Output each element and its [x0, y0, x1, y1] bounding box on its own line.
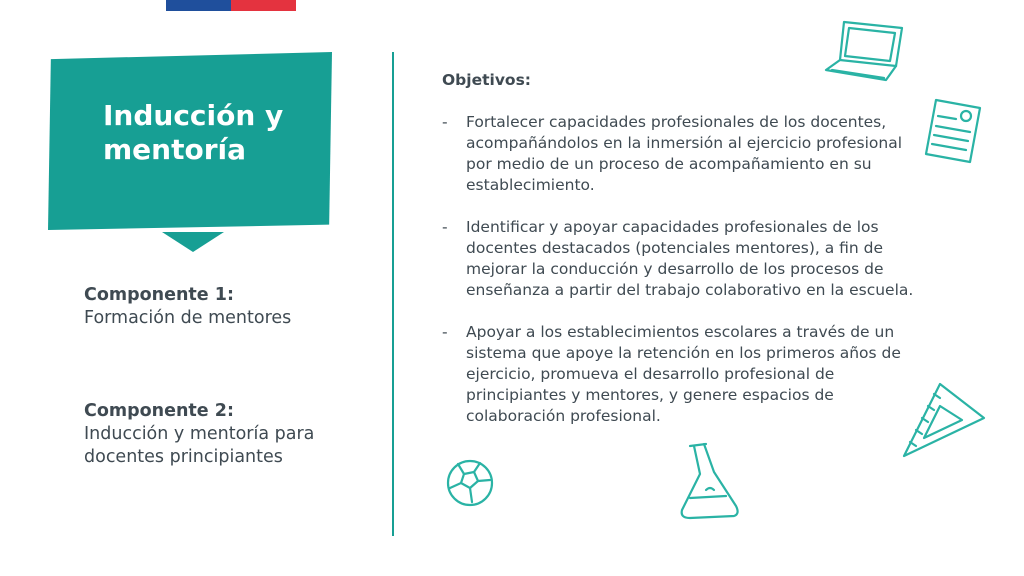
- bullet-dash: -: [442, 323, 448, 341]
- objective-item: [442, 217, 932, 301]
- flag-red-band: [231, 0, 296, 11]
- objective-item: [442, 112, 932, 196]
- flag-stripe: [166, 0, 296, 11]
- flask-icon: [676, 440, 746, 526]
- objective-text: Identificar y apoyar capacidades profesionales de los docentes destacados (potenciales mentores), a fin de mejorar la conducción y desarrollo de los procesos de enseñanza a partir del trabajo colaborativo en la escuela.: [466, 218, 914, 299]
- component-1-title: Componente 1:: [84, 285, 234, 305]
- component-1-description: Formación de mentores: [84, 308, 292, 328]
- objectives-heading: Objetivos:: [442, 71, 531, 89]
- flag-blue-band: [166, 0, 231, 11]
- objective-item: [442, 322, 932, 427]
- bullet-dash: -: [442, 113, 448, 131]
- component-2-description: Inducción y mentoría para docentes principiantes: [84, 424, 315, 467]
- component-2: [84, 400, 324, 469]
- vertical-divider: [392, 52, 394, 536]
- objective-text: Fortalecer capacidades profesionales de los docentes, acompañándolos en la inmersión al ejercicio profesional por medio de un proceso de acompañamiento en su establecimiento.: [466, 113, 903, 194]
- objective-text: Apoyar a los establecimientos escolares a través de un sistema que apoye la retención en los primeros años de ejercicio, promueva el desarrollo profesional de principiantes y mentores, y genere espacios de colaboración profesional.: [466, 323, 901, 425]
- bullet-dash: -: [442, 218, 448, 236]
- title-arrow: [162, 232, 224, 252]
- objectives-section: [442, 70, 932, 448]
- soccer-ball-icon: [444, 456, 496, 510]
- component-1: [84, 284, 324, 330]
- document-icon: [922, 96, 984, 166]
- component-2-title: Componente 2:: [84, 401, 234, 421]
- laptop-icon: [822, 18, 906, 88]
- ruler-triangle-icon: [898, 380, 988, 460]
- slide-title: Inducción y mentoría: [103, 99, 284, 166]
